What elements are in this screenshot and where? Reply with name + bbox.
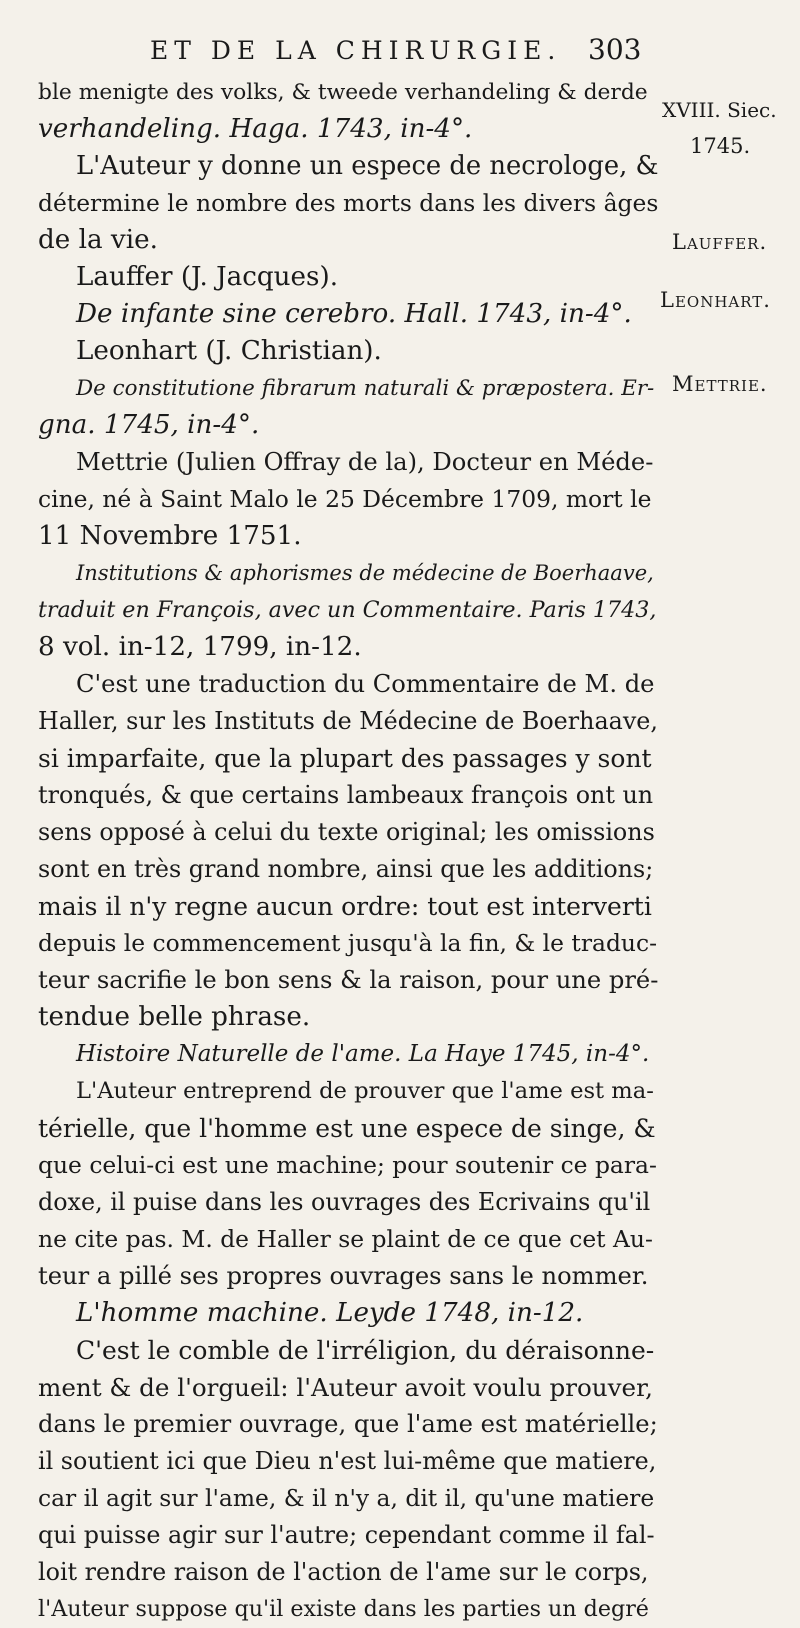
text-line: L'homme machine. Leyde 1748, in-12. [76, 1298, 584, 1328]
text-line: teur a pillé ses propres ouvrages sans le nommer. [38, 1262, 649, 1290]
text-line: il soutient ici que Dieu n'est lui-même que matiere, [38, 1447, 657, 1475]
text-line: tendue belle phrase. [38, 1002, 311, 1032]
text-line: si imparfaite, que la plupart des passages y sont [38, 744, 652, 773]
text-line: 11 Novembre 1751. [38, 521, 302, 551]
text-line: 8 vol. in-12, 1799, in-12. [38, 632, 362, 662]
text-line: ment & de l'orgueil: l'Auteur avoit voulu prouver, [38, 1373, 653, 1402]
text-line: Histoire Naturelle de l'ame. La Haye 1745, in-4°. [76, 1041, 650, 1067]
text-line: sens opposé à celui du texte original; les omissions [38, 818, 655, 846]
text-line: ne cite pas. M. de Haller se plaint de ce que cet Au- [38, 1225, 653, 1253]
margin-note-mettrie: Mettrie. [672, 372, 768, 396]
text-line: Leonhart (J. Christian). [76, 336, 382, 366]
text-line: doxe, il puise dans les ouvrages des Ecrivains qu'il [38, 1188, 651, 1216]
text-line: térielle, que l'homme est une espece de singe, & [38, 1114, 656, 1143]
text-line: loit rendre raison de l'action de l'ame sur le corps, [38, 1558, 649, 1586]
text-line: qui puisse agir sur l'autre; cependant comme il fal- [38, 1521, 655, 1549]
text-line: L'Auteur entreprend de prouver que l'ame est ma- [76, 1078, 654, 1104]
text-line: cine, né à Saint Malo le 25 Décembre 1709, mort le [38, 485, 652, 513]
text-line: depuis le commencement jusqu'à la fin, & le traduc- [38, 929, 657, 957]
text-line: L'Auteur y donne un espece de necrologe, & [76, 151, 659, 181]
margin-note-year: 1745. [690, 134, 751, 158]
text-line: C'est le comble de l'irréligion, du déraisonne- [76, 1336, 655, 1365]
text-line: Mettrie (Julien Offray de la), Docteur en Méde- [76, 448, 654, 476]
main-text [38, 74, 658, 1628]
text-line: verhandeling. Haga. 1743, in-4°. [38, 114, 473, 144]
text-line: gna. 1745, in-4°. [38, 410, 260, 440]
text-line: détermine le nombre des morts dans les divers âges [38, 189, 659, 217]
text-line: mais il n'y regne aucun ordre: tout est interverti [38, 892, 652, 921]
text-line: sont en très grand nombre, ainsi que les additions; [38, 855, 654, 883]
text-line: car il agit sur l'ame, & il n'y a, dit il, qu'une matiere [38, 1484, 655, 1512]
text-line: Haller, sur les Instituts de Médecine de Boerhaave, [38, 707, 658, 735]
text-line: teur sacrifie le bon sens & la raison, pour une pré- [38, 966, 659, 994]
margin-note-lauffer: Lauffer. [672, 230, 768, 254]
text-line: De constitutione fibrarum naturali & præpostera. Er- [76, 376, 655, 401]
text-line: dans le premier ouvrage, que l'ame est matérielle; [38, 1410, 658, 1438]
running-header: ET DE LA CHIRURGIE. [150, 36, 562, 65]
text-line: Institutions & aphorismes de médecine de Boerhaave, [76, 561, 654, 585]
text-line: tronqués, & que certains lambeaux françois ont un [38, 781, 654, 809]
text-line: de la vie. [38, 225, 158, 255]
text-line: l'Auteur suppose qu'il existe dans les parties un degré [38, 1596, 649, 1622]
margin-note-century: XVIII. Siec. [662, 98, 777, 122]
text-line: Lauffer (J. Jacques). [76, 262, 339, 292]
text-line: De infante sine cerebro. Hall. 1743, in-4°. [76, 299, 632, 329]
text-line: que celui-ci est une machine; pour soutenir ce para- [38, 1151, 657, 1179]
margin-note-leonhart: Leonhart. [660, 288, 771, 312]
text-line: C'est une traduction du Commentaire de M. de [76, 670, 655, 698]
text-line: ble menigte des volks, & tweede verhandeling & derde [38, 80, 648, 105]
page-number: 303 [588, 33, 642, 66]
text-line: traduit en François, avec un Commentaire. Paris 1743, [38, 597, 657, 623]
